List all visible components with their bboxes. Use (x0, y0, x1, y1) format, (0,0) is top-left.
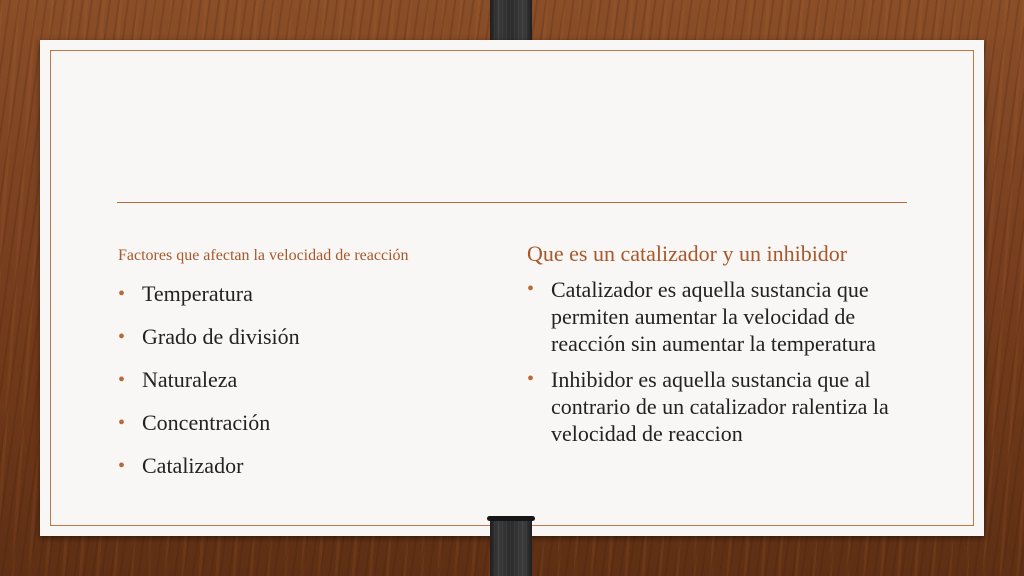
right-bullet-list (527, 276, 917, 447)
bullet-icon: • (118, 283, 126, 305)
bullet-icon: • (118, 326, 126, 348)
slide-card (40, 40, 984, 536)
right-item-text: Catalizador es aquella sustancia que permiten aumentar la velocidad de reacción sin aumentar la temperatura (551, 277, 876, 356)
right-heading: Que es un catalizador y un inhibidor (527, 241, 848, 266)
left-item-text: Catalizador (142, 453, 244, 478)
right-list-item (527, 366, 917, 447)
left-list-item (118, 452, 508, 480)
bullet-icon: • (527, 368, 535, 390)
right-item-text: Inhibidor es aquella sustancia que al contrario de un catalizador ralentiza la velocidad de reaccion (551, 367, 889, 446)
left-item-text: Concentración (142, 410, 271, 435)
bullet-icon: • (527, 278, 535, 300)
right-list-item (527, 276, 917, 357)
right-column (527, 240, 917, 456)
left-list-item (118, 280, 508, 308)
left-heading: Factores que afectan la velocidad de reacción (118, 247, 409, 264)
left-item-text: Naturaleza (142, 367, 238, 392)
left-list-item (118, 409, 508, 437)
left-item-text: Grado de división (142, 324, 300, 349)
bullet-icon: • (118, 455, 126, 477)
bottom-strap-cap (487, 516, 535, 521)
bottom-strap (490, 516, 532, 576)
left-item-text: Temperatura (142, 281, 253, 306)
title-divider (117, 202, 907, 203)
bullet-icon: • (118, 369, 126, 391)
bullet-icon: • (118, 412, 126, 434)
left-list-item (118, 323, 508, 351)
left-bullet-list (118, 280, 508, 480)
left-column (118, 240, 508, 495)
left-list-item (118, 366, 508, 394)
